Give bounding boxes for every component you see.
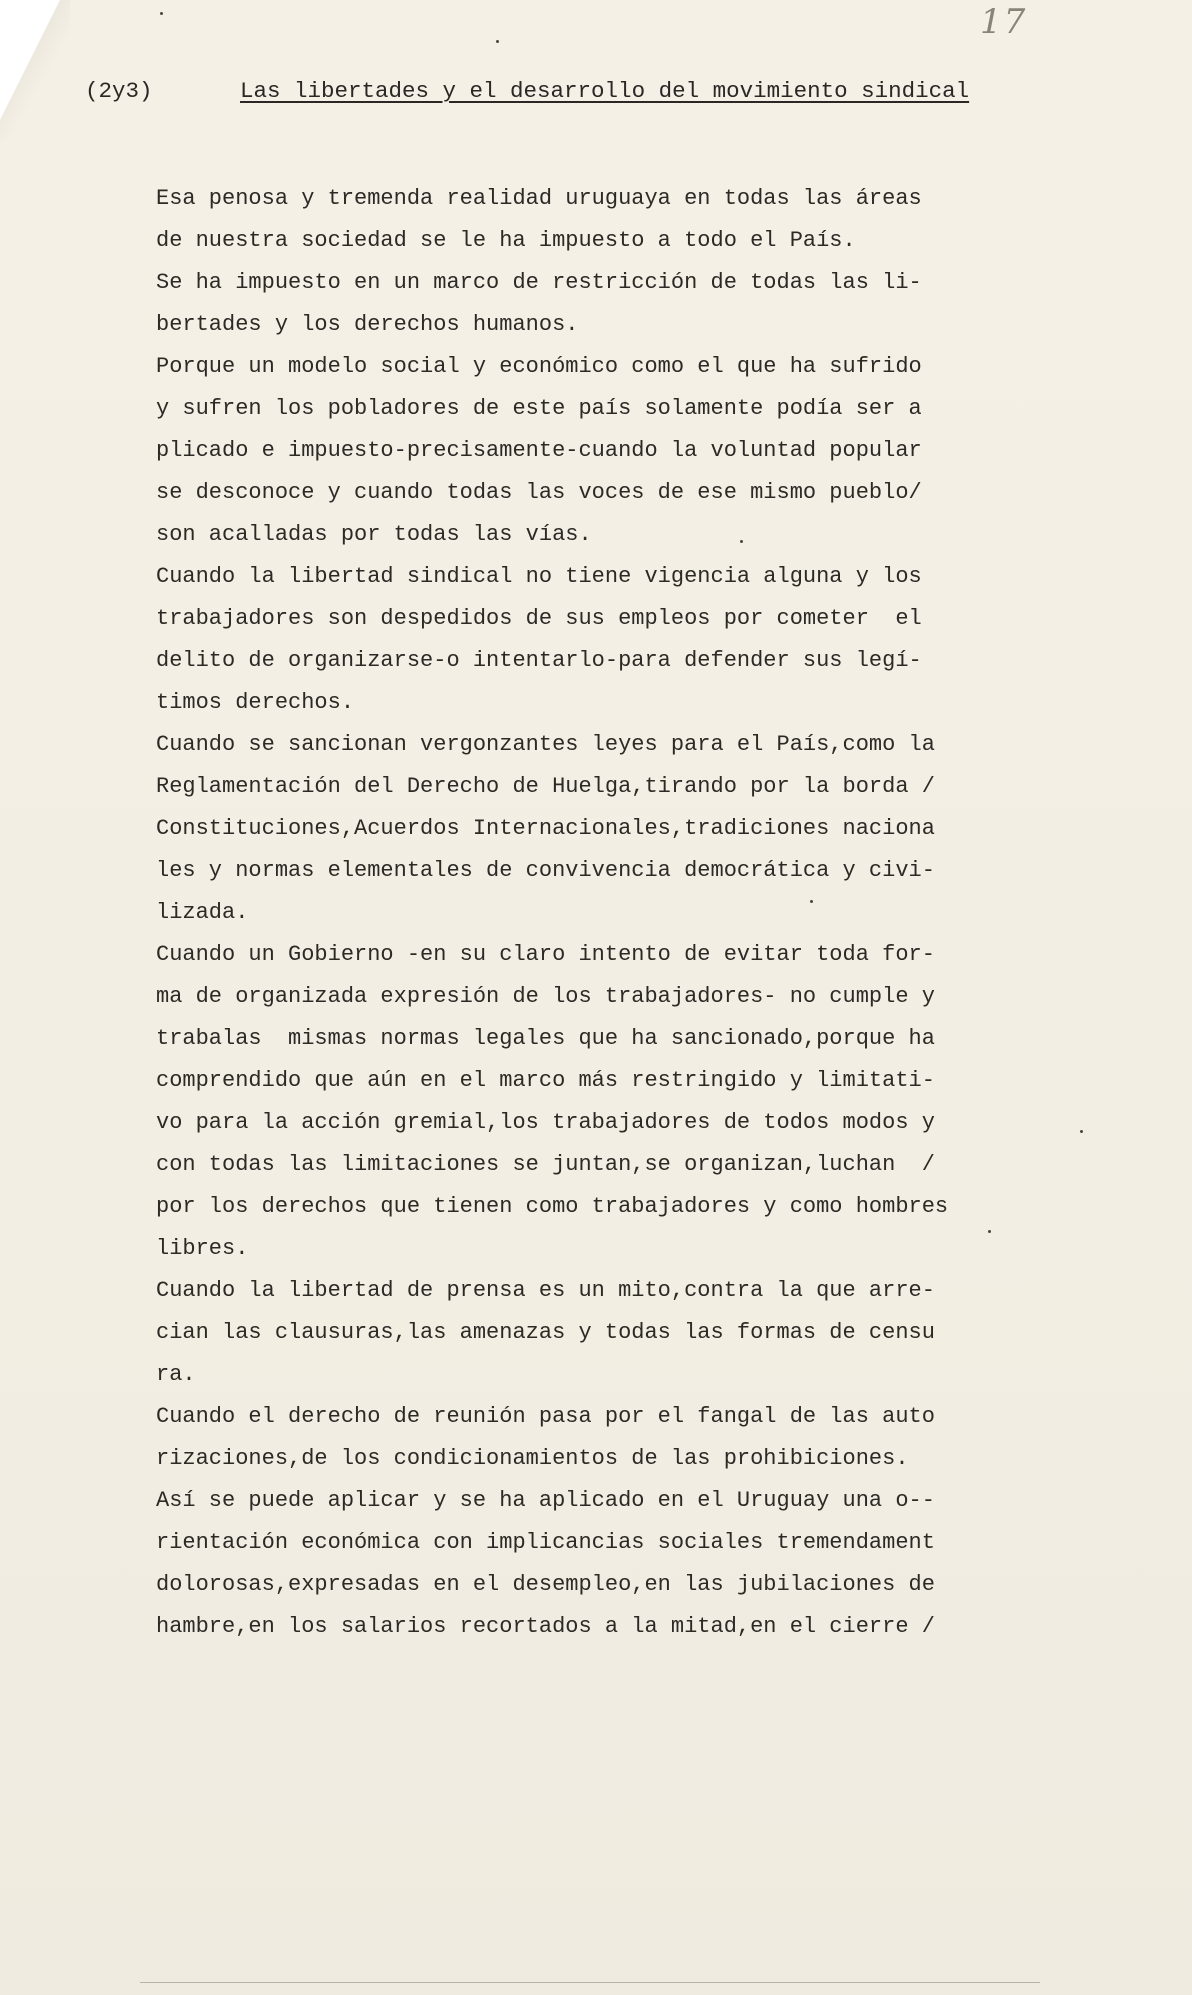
text-line: Cuando el derecho de reunión pasa por el fangal de las auto	[156, 1404, 935, 1429]
text-line: rientación económica con implicancias sociales tremendament	[156, 1530, 935, 1555]
page-bottom-edge	[140, 1982, 1040, 1983]
text-line: de nuestra sociedad se le ha impuesto a todo el País.	[156, 228, 856, 253]
page-title: Las libertades y el desarrollo del movimiento sindical	[240, 78, 970, 104]
paper-speck	[160, 12, 163, 15]
text-line: se desconoce y cuando todas las voces de ese mismo pueblo/	[156, 480, 922, 505]
folded-page-corner	[0, 0, 60, 120]
text-line: bertades y los derechos humanos.	[156, 312, 579, 337]
page-header	[85, 70, 1025, 110]
text-line: Porque un modelo social y económico como el que ha sufrido	[156, 354, 922, 379]
text-line: ma de organizada expresión de los trabajadores- no cumple y	[156, 984, 935, 1009]
text-line: Cuando la libertad de prensa es un mito,contra la que arre-	[156, 1278, 935, 1303]
paper-speck	[810, 900, 813, 903]
text-line: vo para la acción gremial,los trabajadores de todos modos y	[156, 1110, 935, 1135]
text-line: cian las clausuras,las amenazas y todas las formas de censu	[156, 1320, 935, 1345]
text-line: Se ha impuesto en un marco de restricción de todas las li-	[156, 270, 922, 295]
text-line: ra.	[156, 1362, 196, 1387]
text-line: trabajadores son despedidos de sus empleos por cometer el	[156, 606, 922, 631]
text-line: rizaciones,de los condicionamientos de las prohibiciones.	[156, 1446, 909, 1471]
text-line: Cuando la libertad sindical no tiene vigencia alguna y los	[156, 564, 922, 589]
text-line: con todas las limitaciones se juntan,se organizan,luchan /	[156, 1152, 935, 1177]
paper-speck	[988, 1230, 991, 1233]
paper-speck	[1080, 1130, 1083, 1133]
text-line: comprendido que aún en el marco más restringido y limitati-	[156, 1068, 935, 1093]
text-line: Cuando un Gobierno -en su claro intento de evitar toda for-	[156, 942, 935, 967]
text-line: plicado e impuesto-precisamente-cuando la voluntad popular	[156, 438, 922, 463]
section-reference: (2y3)	[85, 78, 153, 104]
text-line: timos derechos.	[156, 690, 355, 715]
page-number: 17	[980, 2, 1028, 42]
text-line: lizada.	[156, 900, 249, 925]
paper-speck	[496, 40, 499, 43]
text-line: Cuando se sancionan vergonzantes leyes para el País,como la	[156, 732, 935, 757]
text-line: trabalas mismas normas legales que ha sancionado,porque ha	[156, 1026, 935, 1051]
text-line: Constituciones,Acuerdos Internacionales,tradiciones naciona	[156, 816, 935, 841]
text-line: por los derechos que tienen como trabajadores y como hombres	[156, 1194, 949, 1219]
text-line: delito de organizarse-o intentarlo-para defender sus legí-	[156, 648, 922, 673]
text-line: libres.	[156, 1236, 249, 1261]
text-line: y sufren los pobladores de este país solamente podía ser a	[156, 396, 922, 421]
body-text	[156, 178, 1016, 1648]
text-line: hambre,en los salarios recortados a la mitad,en el cierre /	[156, 1614, 935, 1639]
text-line: Así se puede aplicar y se ha aplicado en el Uruguay una o--	[156, 1488, 935, 1513]
text-line: dolorosas,expresadas en el desempleo,en las jubilaciones de	[156, 1572, 935, 1597]
text-line: Reglamentación del Derecho de Huelga,tirando por la borda /	[156, 774, 935, 799]
text-line: son acalladas por todas las vías.	[156, 522, 592, 547]
paper-speck	[740, 540, 743, 543]
text-line: Esa penosa y tremenda realidad uruguaya en todas las áreas	[156, 186, 922, 211]
text-line: les y normas elementales de convivencia democrática y civi-	[156, 858, 935, 883]
